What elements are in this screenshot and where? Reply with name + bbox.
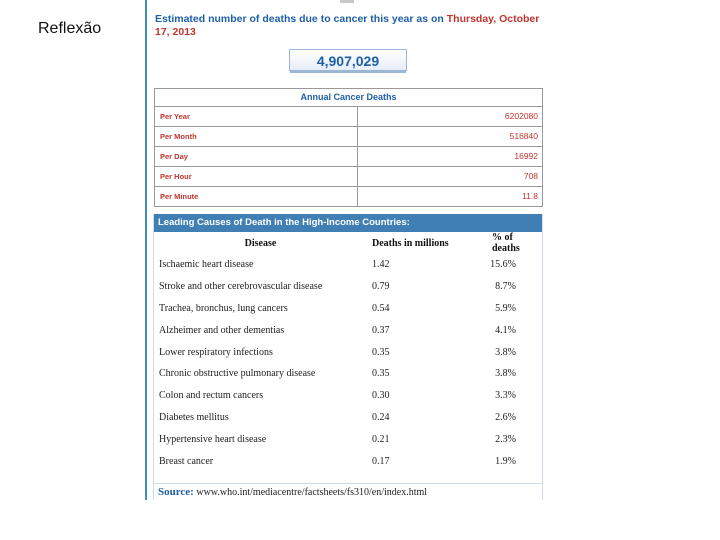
annual-row-label: Per Month	[155, 127, 358, 146]
annual-row-value: 516840	[509, 131, 538, 141]
source-label: Source:	[158, 486, 194, 498]
disease-cell: Colon and rectum cancers	[159, 390, 264, 402]
disease-cell: Stroke and other cerebrovascular disease	[159, 281, 323, 293]
annual-row	[155, 147, 542, 167]
disease-cell: Chronic obstructive pulmonary disease	[159, 368, 316, 380]
deaths-cell: 0.35	[372, 346, 390, 358]
disease-cell: Alzheimer and other dementias	[159, 324, 285, 336]
deaths-cell: 0.21	[372, 433, 390, 445]
annual-deaths-table	[154, 88, 543, 207]
deaths-cell: 0.54	[372, 302, 390, 314]
percent-cell: 1.9%	[495, 455, 516, 467]
percent-cell: 4.1%	[495, 324, 516, 336]
source-line	[154, 483, 542, 501]
estimate-date: Thursday, October 17, 2013	[155, 13, 540, 38]
estimate-heading	[155, 13, 540, 39]
annual-row-label: Per Minute	[155, 187, 358, 206]
annual-row	[155, 167, 542, 187]
table-row	[154, 276, 542, 298]
percent-cell: 15.6%	[490, 259, 516, 271]
estimate-prefix: Estimated number of deaths due to cancer this year as on	[155, 13, 447, 25]
annual-row-label: Per Year	[155, 107, 358, 126]
deaths-cell: 0.30	[372, 390, 390, 402]
leading-causes-panel	[153, 214, 543, 500]
percent-cell: 3.8%	[495, 368, 516, 380]
death-counter: 4,907,029	[289, 49, 407, 71]
column-header-disease: Disease	[244, 237, 277, 249]
disease-cell: Hypertensive heart disease	[159, 433, 267, 445]
deaths-cell: 0.35	[372, 368, 390, 380]
deaths-cell: 0.24	[372, 411, 390, 423]
disease-cell: Diabetes mellitus	[159, 411, 229, 423]
disease-cell: Ischaemic heart disease	[159, 259, 254, 271]
table-row	[154, 341, 542, 363]
table-row	[154, 319, 542, 341]
percent-cell: 2.3%	[495, 433, 516, 445]
disease-cell: Lower respiratory infections	[159, 346, 273, 358]
percent-cell: 5.9%	[495, 302, 516, 314]
table-header-row	[154, 232, 542, 254]
deaths-cell: 0.37	[372, 324, 390, 336]
top-marker	[340, 0, 354, 3]
table-row	[154, 254, 542, 276]
slide-title: Reflexão	[38, 20, 102, 37]
table-row	[154, 407, 542, 429]
annual-row-label: Per Hour	[155, 167, 358, 186]
table-row	[154, 363, 542, 385]
leading-causes-table	[154, 232, 542, 472]
table-row	[154, 385, 542, 407]
deaths-cell: 0.17	[372, 455, 390, 467]
table-row	[154, 428, 542, 450]
source-link[interactable]: www.who.int/mediacentre/factsheets/fs310/en/index.html	[196, 487, 428, 498]
disease-cell: Trachea, bronchus, lung cancers	[159, 302, 288, 314]
deaths-cell: 1.42	[372, 259, 390, 271]
column-header-percent: % of deaths	[492, 232, 520, 254]
annual-row-value: 16992	[514, 151, 538, 161]
table-row	[154, 298, 542, 320]
annual-row-value: 6202080	[504, 111, 538, 121]
percent-cell: 8.7%	[495, 281, 516, 293]
annual-row	[155, 107, 542, 127]
disease-cell: Breast cancer	[159, 455, 214, 467]
annual-row	[155, 127, 542, 147]
annual-row-label: Per Day	[155, 147, 358, 166]
column-header-deaths: Deaths in millions	[372, 237, 449, 249]
annual-row-value: 11.8	[522, 191, 538, 201]
percent-cell: 3.3%	[495, 390, 516, 402]
deaths-cell: 0.79	[372, 281, 390, 293]
annual-row	[155, 187, 542, 206]
leading-causes-title: Leading Causes of Death in the High-Income Countries:	[154, 214, 542, 232]
annual-row-value: 708	[523, 171, 538, 181]
divider-line	[145, 0, 147, 500]
table-row	[154, 450, 542, 472]
annual-deaths-title: Annual Cancer Deaths	[155, 89, 542, 107]
percent-cell: 3.8%	[495, 346, 516, 358]
percent-cell: 2.6%	[495, 411, 516, 423]
